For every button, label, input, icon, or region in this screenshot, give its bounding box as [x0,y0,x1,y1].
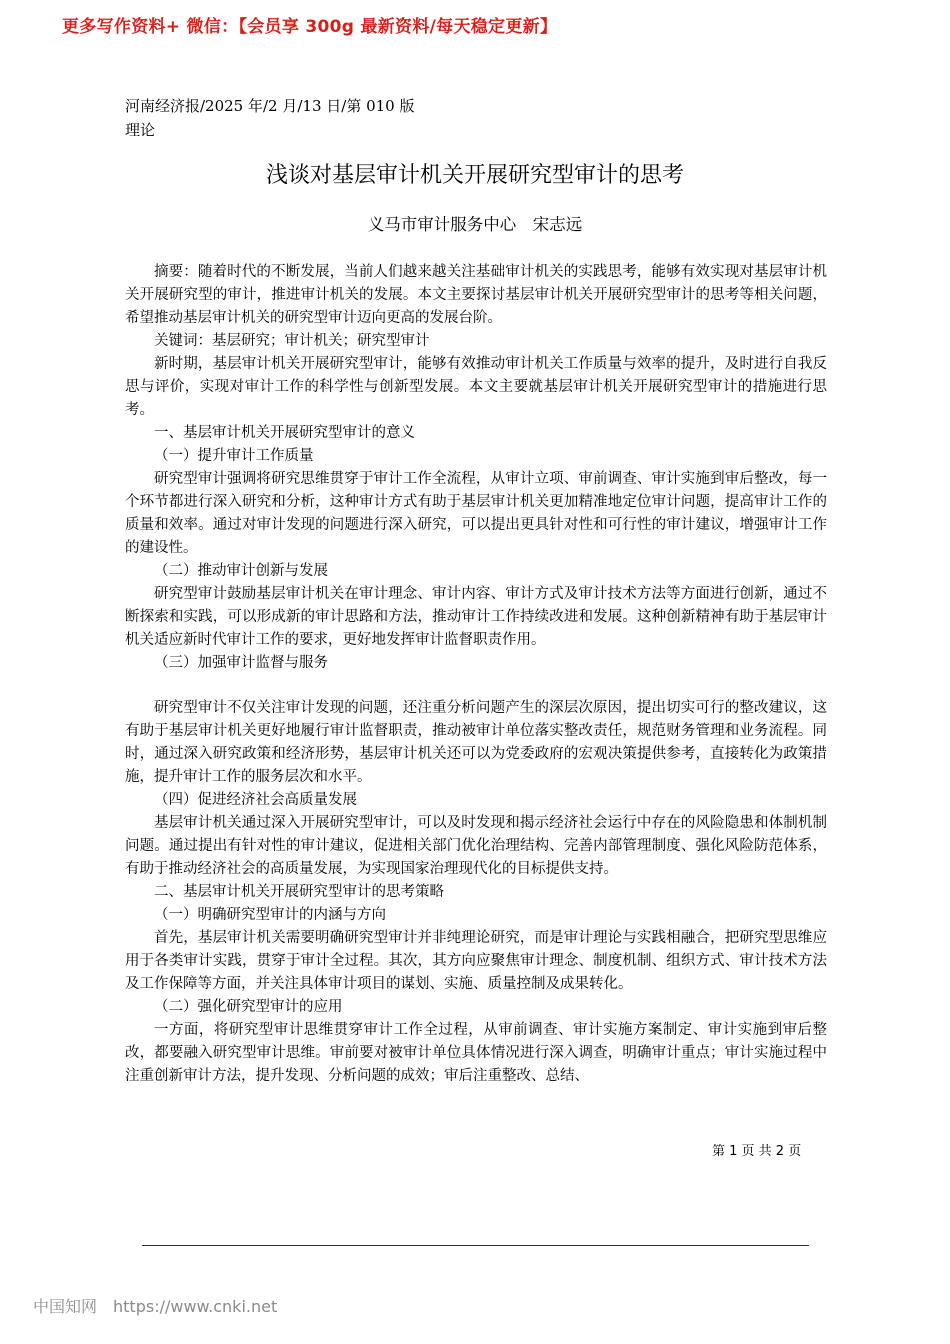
section-heading: 二、基层审计机关开展研究型审计的思考策略 [154,884,444,900]
subsection-heading: （一）明确研究型审计的内涵与方向 [154,907,386,923]
subsection-heading: （二）强化研究型审计的应用 [154,999,343,1015]
cnki-logo: 中国知网 [33,1297,98,1316]
subsection-heading: （一）提升审计工作质量 [154,448,314,464]
section-heading: 一、基层审计机关开展研究型审计的意义 [154,425,415,441]
article-author: 义马市审计服务中心 宋志远 [367,215,583,234]
abstract-paragraph: 摘要：随着时代的不断发展，当前人们越来越关注基础审计机关的实践思考，能够有效实现对基层审计机关开展研究型的审计，推进审计机关的发展。本文主要探讨基层审计机关开展研究型审计的思考等相关问题，希望推动基层审计机关的研究型审计迈向更高的发展台阶。 [125,264,827,326]
footer-divider [142,1245,809,1246]
body-paragraph: 首先，基层审计机关需要明确研究型审计并非纯理论研究，而是审计理论与实践相融合，把研究型思维应用于各类审计实践，贯穿于审计全过程。其次，其方向应聚焦审计理念、制度机制、组织方式、审计技术方法及工作保障等方面，并关注具体审计项目的谋划、实施、质量控制及成果转化。 [125,930,827,992]
promo-banner: 更多写作资料+ 微信：【会员享 300g 最新资料/每天稳定更新】 [62,17,558,37]
article-title: 浅谈对基层审计机关开展研究型审计的思考 [265,163,684,188]
keywords-paragraph: 关键词：基层研究；审计机关；研究型审计 [154,333,430,349]
body-paragraph: 基层审计机关通过深入开展研究型审计，可以及时发现和揭示经济社会运行中存在的风险隐患和体制机制问题。通过提出有针对性的审计建议，促进相关部门优化治理结构、完善内部管理制度、强化风险防范体系，有助于推动经济社会的高质量发展，为实现国家治理现代化的目标提供支持。 [125,815,827,877]
article-body [125,261,827,1088]
footer-watermark [33,1294,277,1317]
source-citation: 河南经济报/2025 年/2 月/13 日/第 010 版理论 [125,97,415,139]
intro-paragraph: 新时期，基层审计机关开展研究型审计，能够有效推动审计机关工作质量与效率的提升，及时进行自我反思与评价，实现对审计工作的科学性与创新型发展。本文主要就基层审计机关开展研究型审计的措施进行思考。 [125,356,827,418]
subsection-heading: （三）加强审计监督与服务 [154,655,328,671]
body-paragraph: 一方面，将研究型审计思维贯穿审计工作全过程，从审前调查、审计实施方案制定、审计实施到审后整改，都要融入研究型审计思维。审前要对被审计单位具体情况进行深入调查，明确审计重点；审计实施过程中注重创新审计方法，提升发现、分析问题的成效；审后注重整改、总结、 [125,1022,827,1084]
body-paragraph: 研究型审计不仅关注审计发现的问题，还注重分析问题产生的深层次原因，提出切实可行的整改建议，这有助于基层审计机关更好地履行审计监督职责，推动被审计单位落实整改责任，规范财务管理和业务流程。同时，通过深入研究政策和经济形势，基层审计机关还可以为党委政府的宏观决策提供参考，直接转化为政策措施，提升审计工作的服务层次和水平。 [125,700,827,785]
subsection-heading: （二）推动审计创新与发展 [154,563,328,579]
body-paragraph: 研究型审计鼓励基层审计机关在审计理念、审计内容、审计方式及审计技术方法等方面进行创新，通过不断探索和实践，可以形成新的审计思路和方法，推动审计工作持续改进和发展。这种创新精神有助于基层审计机关适应新时代审计工作的要求，更好地发挥审计监督职责作用。 [125,586,827,648]
body-paragraph: 研究型审计强调将研究思维贯穿于审计工作全流程，从审计立项、审前调查、审计实施到审后整改，每一个环节都进行深入研究和分析，这种审计方式有助于基层审计机关更加精准地定位审计问题，提高审计工作的质量和效率。通过对审计发现的问题进行深入研究，可以提出更具针对性和可行性的审计建议，增强审计工作的建设性。 [125,471,827,556]
page-number: 第 1 页 共 2 页 [712,1144,802,1159]
cnki-url[interactable]: https://www.cnki.net [113,1297,278,1316]
subsection-heading: （四）促进经济社会高质量发展 [154,792,357,808]
